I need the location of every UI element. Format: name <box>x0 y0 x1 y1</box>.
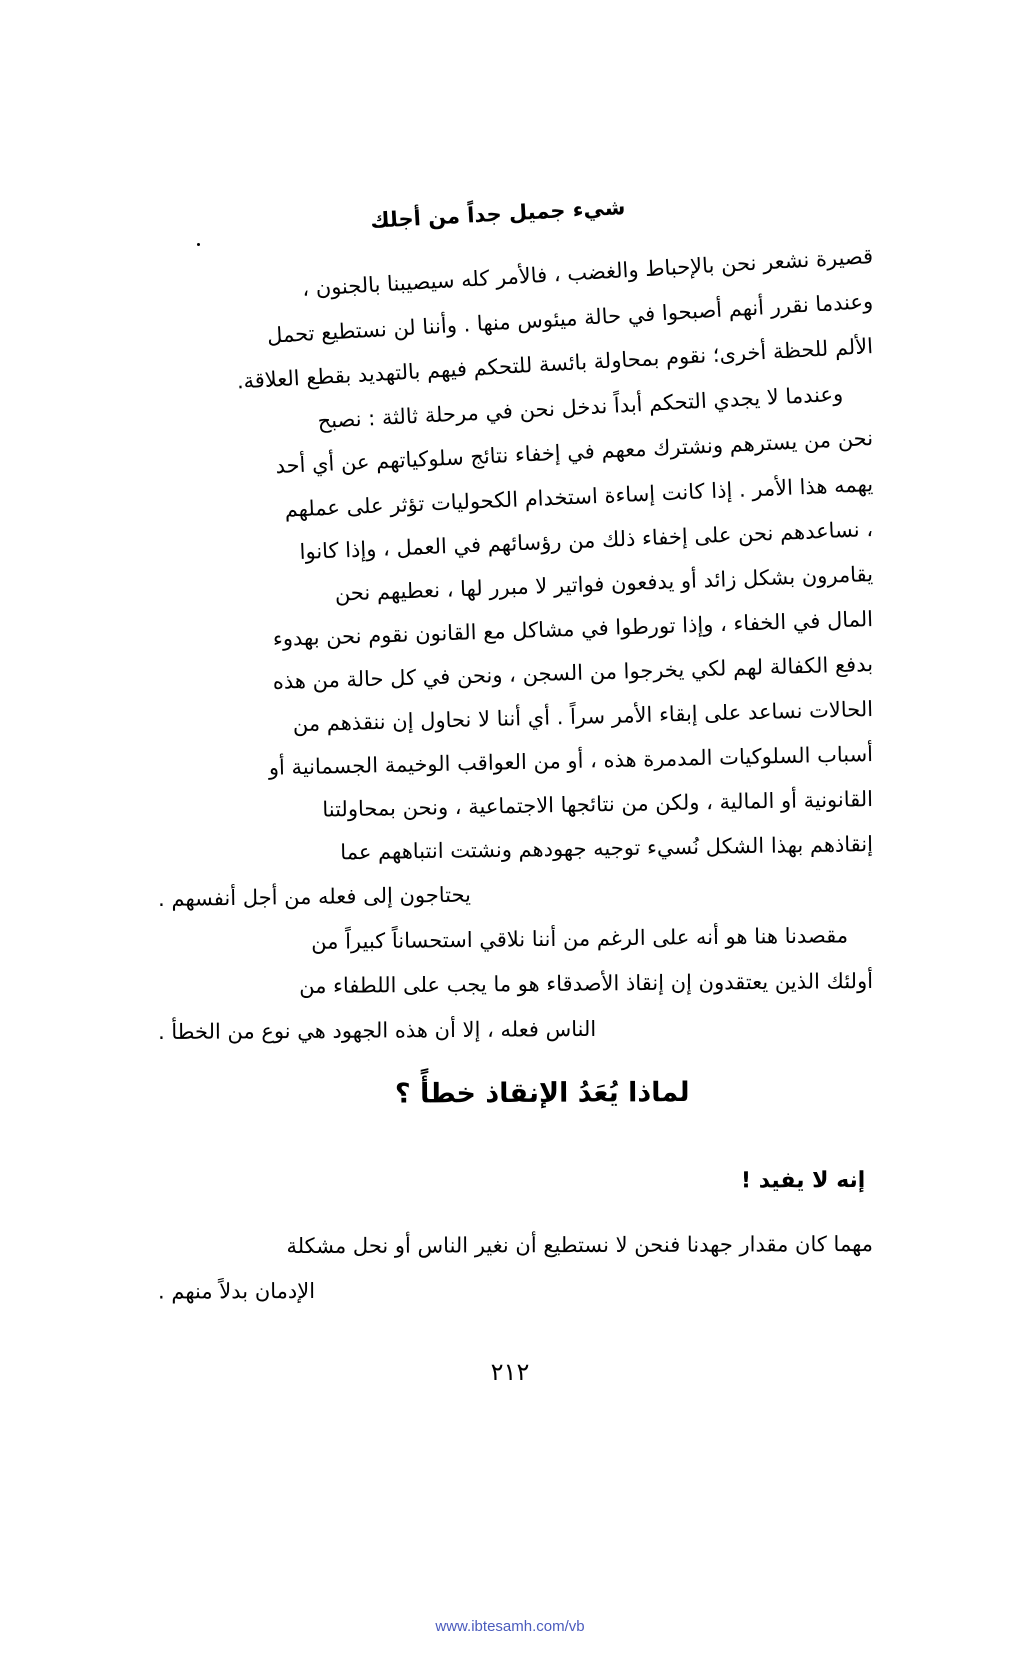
site-watermark: www.ibtesamh.com/vb <box>435 1618 585 1635</box>
body-line: أسباب السلوكيات المدمرة هذه ، أو من العواقب الوخيمة الجسمانية أو <box>268 742 874 780</box>
body-line: القانونية أو المالية ، ولكن من نتائجها الاجتماعية ، ونحن بمحاولتنا <box>322 787 874 822</box>
answer-subheading: إنه لا يفيد ! <box>740 1168 866 1194</box>
body-line: مقصدنا هنا هو أنه على الرغم من أننا نلاقي استحساناً كبيراً من <box>311 923 849 954</box>
body-line: بدفع الكفالة لهم لكي يخرجوا من السجن ، ونحن في كل حالة من هذه <box>272 652 874 694</box>
body-line: يقامرون بشكل زائد أو يدفعون فواتير لا مبرر لها ، نعطيهم نحن <box>334 562 874 606</box>
section-heading: شيء جميل جداً من أجلك <box>369 195 626 233</box>
body-line: ، نساعدهم نحن على إخفاء ذلك من رؤسائهم في العمل ، وإذا كانوا <box>299 517 874 565</box>
body-line: الإدمان بدلاً منهم . <box>157 1278 316 1304</box>
body-line: الحالات نساعد على إبقاء الأمر سراً . أي أننا لا نحاول إن ننقذهم من <box>292 697 874 737</box>
body-line: يحتاجون إلى فعله من أجل أنفسهم . <box>157 882 472 911</box>
scan-speck <box>197 243 200 246</box>
body-line: الناس فعله ، إلا أن هذه الجهود هي نوع من الخطأ . <box>157 1016 597 1044</box>
body-line: وعندما نقرر أنهم أصبحوا في حالة ميئوس منها . وأننا لن نستطيع تحمل <box>266 289 874 348</box>
body-line: نحن من يسترهم ونشترك معهم في إخفاء نتائج سلوكياتهم عن أي أحد <box>274 426 874 479</box>
page-number: ٢١٢ <box>490 1358 530 1386</box>
body-line: أولئك الذين يعتقدون إن إنقاذ الأصدقاء هو ما يجب على اللطفاء من <box>299 969 874 999</box>
body-line: قصيرة نشعر نحن بالإحباط والغضب ، فالأمر كله سيصيبنا بالجنون ، <box>301 244 874 301</box>
body-line: إنقاذهم بهذا الشكل نُسيء توجيه جهودهم ونشتت انتباههم عما <box>340 832 874 865</box>
body-line: المال في الخفاء ، وإذا تورطوا في مشاكل مع القانون نقوم نحن بهدوء <box>272 607 874 651</box>
body-line: يهمه هذا الأمر . إذا كانت إساءة استخدام الكحوليات تؤثر على عملهم <box>284 472 874 522</box>
body-line: مهما كان مقدار جهدنا فنحن لا نستطيع أن نغير الناس أو نحل مشكلة <box>286 1232 874 1259</box>
body-line: وعندما لا يجدي التحكم أبداً ندخل نحن في مرحلة ثالثة : نصبح <box>316 381 844 434</box>
body-line: الألم للحظة أخرى؛ نقوم بمحاولة بائسة للتحكم فيهم بالتهديد بقطع العلاقة. <box>236 334 874 394</box>
question-heading: لماذا يُعَدُ الإنقاذ خطأً ؟ <box>395 1077 691 1110</box>
